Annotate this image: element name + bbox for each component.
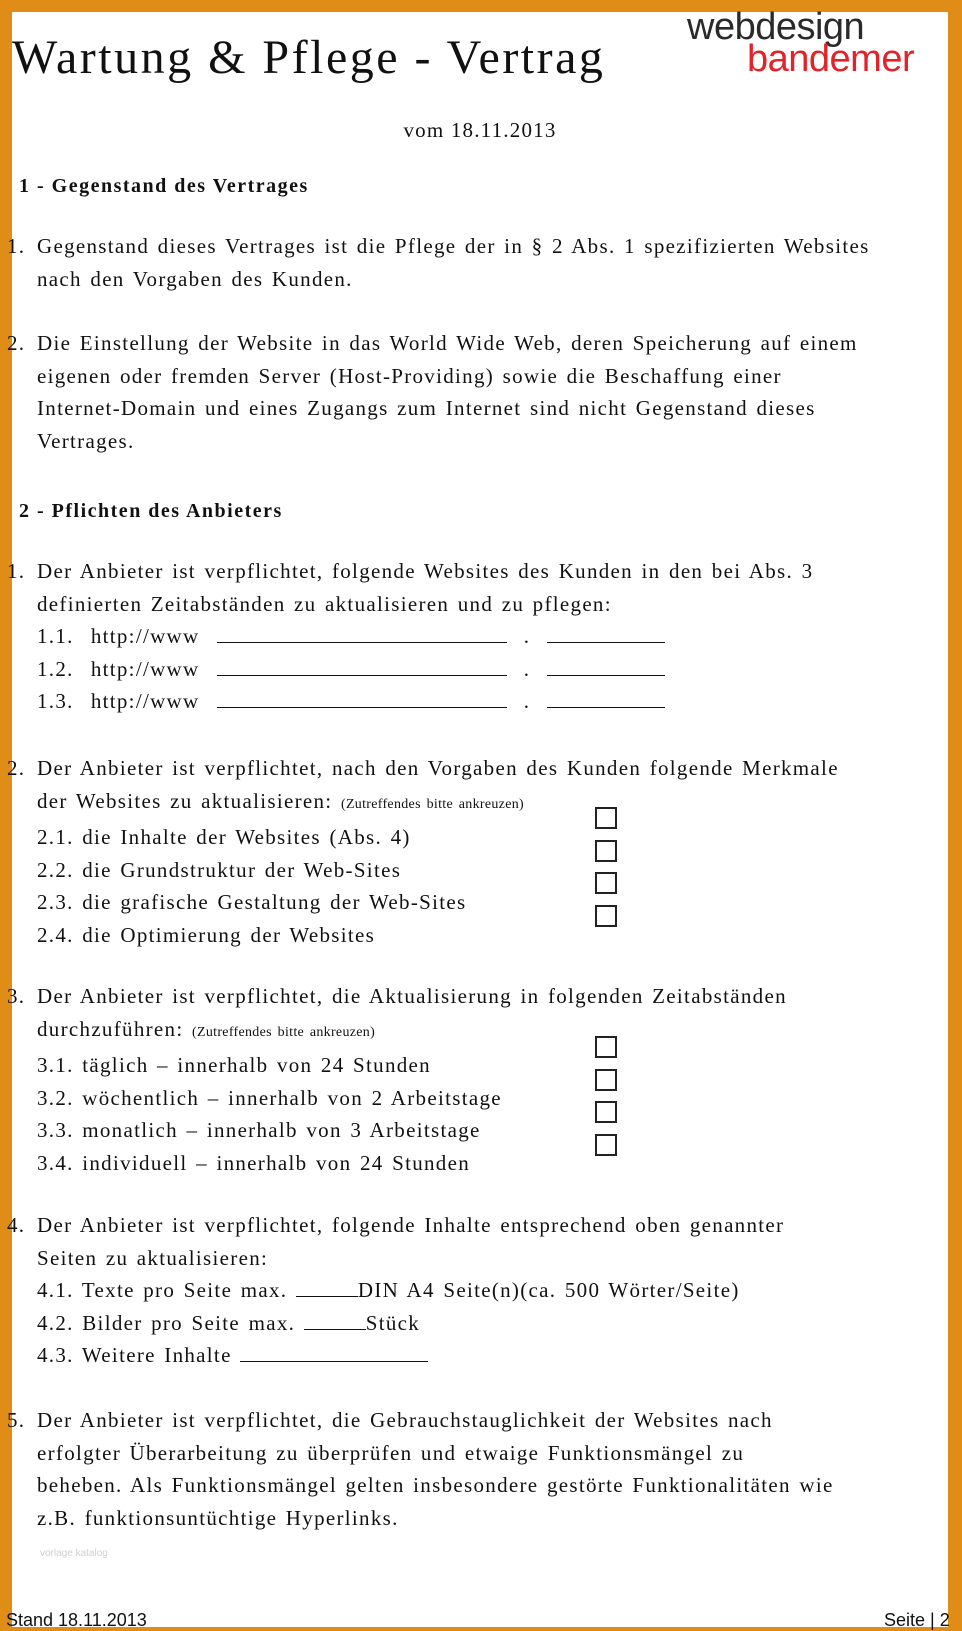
paragraph-line: Der Anbieter ist verpflichtet, nach den Vorgaben des Kunden folgende Merkmale bbox=[37, 756, 839, 780]
watermark-text: vorlage katalog bbox=[40, 1548, 108, 1559]
checkbox-2-4[interactable] bbox=[595, 905, 617, 927]
checkbox-3-3[interactable] bbox=[595, 1101, 617, 1123]
url-field-row: 1.2. http://www . bbox=[37, 653, 957, 686]
option-label: 3.1. täglich – innerhalb von 24 Stunden bbox=[37, 1053, 431, 1077]
paragraph-line: Der Anbieter ist verpflichtet, die Gebrauchstauglichkeit der Websites nach bbox=[37, 1408, 773, 1432]
other-content-row: 4.3. Weitere Inhalte bbox=[37, 1339, 957, 1372]
document-title: Wartung & Pflege - Vertrag bbox=[12, 31, 606, 84]
image-count-blank[interactable] bbox=[304, 1313, 366, 1330]
paragraph-line: Internet-Domain und eines Zugangs zum Internet sind nicht Gegenstand dieses bbox=[37, 396, 816, 420]
instruction-hint: (Zutreffendes bitte ankreuzen) bbox=[340, 796, 524, 812]
section-1-paragraph-2 bbox=[7, 327, 957, 457]
contract-date: vom 18.11.2013 bbox=[403, 118, 557, 142]
paragraph-number: 4. bbox=[7, 1213, 26, 1237]
url-tld-blank[interactable] bbox=[547, 691, 665, 708]
logo-text-webdesign: webdesign bbox=[687, 6, 865, 48]
url-field-row: 1.1. http://www . bbox=[37, 620, 957, 653]
image-limit-row: 4.2. Bilder pro Seite max. Stück bbox=[37, 1310, 421, 1335]
section-2-heading: 2 - Pflichten des Anbieters bbox=[19, 500, 283, 522]
paragraph-line: erfolgter Überarbeitung zu überprüfen und etwaige Funktionsmängel zu bbox=[37, 1440, 745, 1465]
paragraph-line: Die Einstellung der Website in das World Wide Web, deren Speicherung auf einem bbox=[37, 331, 858, 355]
option-label: 3.4. individuell – innerhalb von 24 Stunden bbox=[37, 1150, 471, 1175]
paragraph-number: 2. bbox=[7, 756, 26, 780]
paragraph-line: der Websites zu aktualisieren: (Zutreffendes bitte ankreuzen) bbox=[37, 788, 524, 813]
paragraph-line: Vertrages. bbox=[37, 428, 135, 453]
paragraph-number: 1. bbox=[7, 559, 26, 583]
instruction-hint: (Zutreffendes bitte ankreuzen) bbox=[192, 1024, 376, 1040]
checkbox-2-3[interactable] bbox=[595, 872, 617, 894]
section-2-paragraph-1 bbox=[7, 555, 957, 718]
paragraph-line: Der Anbieter ist verpflichtet, folgende Inhalte entsprechend oben genannter bbox=[37, 1213, 785, 1237]
checkbox-3-4[interactable] bbox=[595, 1134, 617, 1156]
paragraph-line: Der Anbieter ist verpflichtet, folgende Websites des Kunden in den bei Abs. 3 bbox=[37, 559, 814, 583]
checkbox-3-1[interactable] bbox=[595, 1036, 617, 1058]
checkbox-2-1[interactable] bbox=[595, 807, 617, 829]
paragraph-line: z.B. funktionsuntüchtige Hyperlinks. bbox=[37, 1505, 399, 1530]
paragraph-number: 5. bbox=[7, 1408, 26, 1432]
paragraph-line: durchzuführen: (Zutreffendes bitte ankreuzen) bbox=[37, 1016, 376, 1041]
url-domain-blank[interactable] bbox=[217, 691, 507, 708]
section-1-paragraph-1 bbox=[7, 230, 957, 295]
company-logo bbox=[687, 6, 962, 82]
paragraph-line: Gegenstand dieses Vertrages ist die Pflege der in § 2 Abs. 1 spezifizierten Websites bbox=[37, 234, 870, 258]
other-content-blank[interactable] bbox=[240, 1345, 428, 1362]
logo-text-bandemer: bandemer bbox=[747, 38, 915, 80]
footer-page-number: Seite | 2 bbox=[884, 1610, 950, 1630]
option-label: 2.4. die Optimierung der Websites bbox=[37, 922, 376, 947]
text-pages-blank[interactable] bbox=[296, 1280, 358, 1297]
paragraph-line: beheben. Als Funktionsmängel gelten insbesondere gestörte Funktionalitäten wie bbox=[37, 1473, 834, 1497]
section-1-heading: 1 - Gegenstand des Vertrages bbox=[19, 175, 309, 197]
url-domain-blank[interactable] bbox=[217, 659, 507, 676]
section-2-paragraph-5 bbox=[7, 1404, 957, 1534]
paragraph-number: 3. bbox=[7, 984, 26, 1008]
option-label: 2.3. die grafische Gestaltung der Web-Sites bbox=[37, 890, 467, 914]
paragraph-line: Seiten zu aktualisieren: bbox=[37, 1245, 269, 1270]
section-2-paragraph-3 bbox=[7, 980, 957, 1179]
checkbox-2-2[interactable] bbox=[595, 840, 617, 862]
paragraph-number: 1. bbox=[7, 234, 26, 258]
text-limit-row: 4.1. Texte pro Seite max. DIN A4 Seite(n)(ca. 500 Wörter/Seite) bbox=[37, 1278, 740, 1302]
paragraph-line: Der Anbieter ist verpflichtet, die Aktualisierung in folgenden Zeitabständen bbox=[37, 984, 787, 1008]
option-label: 2.1. die Inhalte der Websites (Abs. 4) bbox=[37, 825, 411, 849]
url-field-row: 1.3. http://www . bbox=[37, 685, 957, 718]
document-page bbox=[6, 6, 950, 1630]
paragraph-line: definierten Zeitabständen zu aktualisieren und zu pflegen: bbox=[37, 591, 612, 616]
url-domain-blank[interactable] bbox=[217, 626, 507, 643]
option-label: 2.2. die Grundstruktur der Web-Sites bbox=[37, 857, 402, 882]
url-tld-blank[interactable] bbox=[547, 626, 665, 643]
url-tld-blank[interactable] bbox=[547, 659, 665, 676]
paragraph-line: nach den Vorgaben des Kunden. bbox=[37, 266, 353, 291]
checkbox-3-2[interactable] bbox=[595, 1069, 617, 1091]
section-2-paragraph-4 bbox=[7, 1209, 957, 1372]
paragraph-line: eigenen oder fremden Server (Host-Providing) sowie die Beschaffung einer bbox=[37, 363, 782, 388]
section-2-paragraph-2 bbox=[7, 752, 957, 951]
option-label: 3.2. wöchentlich – innerhalb von 2 Arbeitstage bbox=[37, 1085, 502, 1110]
paragraph-number: 2. bbox=[7, 331, 26, 355]
option-label: 3.3. monatlich – innerhalb von 3 Arbeitstage bbox=[37, 1118, 481, 1142]
footer-date: Stand 18.11.2013 bbox=[6, 1610, 147, 1630]
